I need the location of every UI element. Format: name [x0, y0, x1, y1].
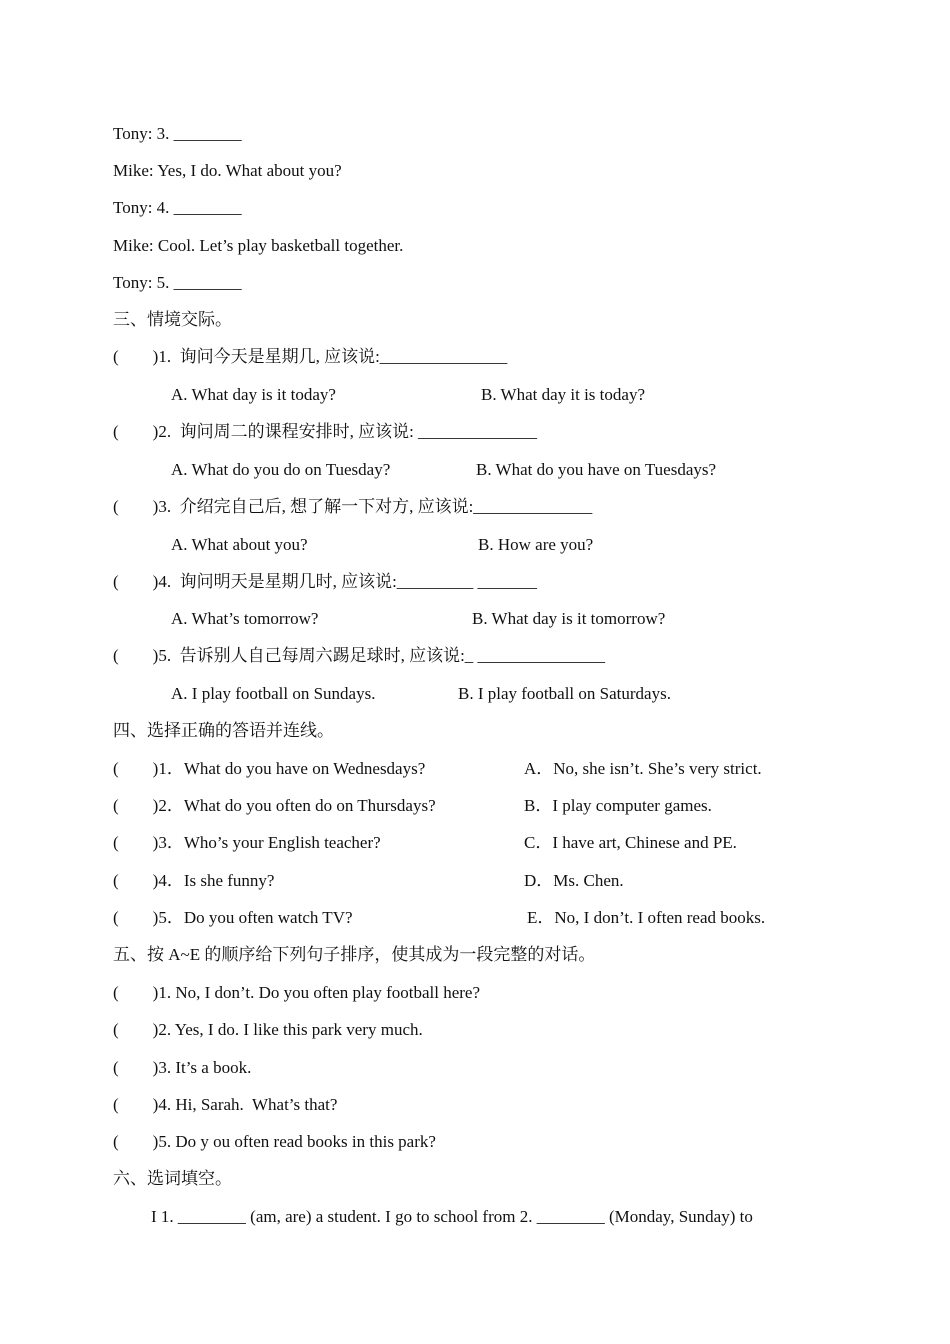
option-b: B. What day it is today? — [481, 385, 645, 404]
option-b: B. What day is it tomorrow? — [472, 609, 666, 628]
match-answer: B．I play computer games. — [524, 796, 712, 815]
option-a: A. What’s tomorrow? — [171, 609, 319, 628]
match-question: ( )2．What do you often do on Thursdays? — [113, 796, 436, 815]
match-answer: D．Ms. Chen. — [524, 871, 624, 890]
dialogue-line: Tony: 4. ________ — [113, 198, 242, 217]
question-stem: ( )2. 询问周二的课程安排时, 应该说: ______________ — [113, 422, 538, 441]
dialogue-line: Mike: Yes, I do. What about you? — [113, 161, 342, 180]
fill-in-line: I 1. ________ (am, are) a student. I go to school from 2. ________ (Monday, Sunday) to — [151, 1207, 753, 1226]
dialogue-line: Tony: 5. ________ — [113, 273, 242, 292]
option-a: A. What do you do on Tuesday? — [171, 460, 391, 479]
match-answer: C．I have art, Chinese and PE. — [524, 833, 737, 852]
section-5-heading: 五、按 A~E 的顺序给下列句子排序，使其成为一段完整的对话。 — [113, 945, 596, 964]
order-item: ( )4. Hi, Sarah. What’s that? — [113, 1095, 338, 1114]
option-b: B. How are you? — [478, 535, 594, 554]
section-3-heading: 三、情境交际。 — [113, 310, 232, 329]
match-question: ( )1．What do you have on Wednesdays? — [113, 759, 426, 778]
order-item: ( )1. No, I don’t. Do you often play football here? — [113, 983, 480, 1002]
order-item: ( )2. Yes, I do. I like this park very much. — [113, 1020, 423, 1039]
match-answer: A．No, she isn’t. She’s very strict. — [524, 759, 762, 778]
match-question: ( )3．Who’s your English teacher? — [113, 833, 381, 852]
option-a: A. What day is it today? — [171, 385, 336, 404]
option-b: B. I play football on Saturdays. — [458, 684, 671, 703]
dialogue-line: Mike: Cool. Let’s play basketball together. — [113, 236, 404, 255]
match-question: ( )5．Do you often watch TV? — [113, 908, 353, 927]
option-a: A. What about you? — [171, 535, 308, 554]
section-6-heading: 六、选词填空。 — [113, 1169, 232, 1188]
question-stem: ( )5. 告诉别人自己每周六踢足球时, 应该说:_ _______________ — [113, 646, 606, 665]
question-stem: ( )3. 介绍完自己后, 想了解一下对方, 应该说:______________ — [113, 497, 593, 516]
option-b: B. What do you have on Tuesdays? — [476, 460, 717, 479]
question-stem: ( )4. 询问明天是星期几时, 应该说:_________ _______ — [113, 572, 538, 591]
question-stem: ( )1. 询问今天是星期几, 应该说:_______________ — [113, 347, 508, 366]
order-item: ( )3. It’s a book. — [113, 1058, 252, 1077]
order-item: ( )5. Do y ou often read books in this park? — [113, 1132, 436, 1151]
match-answer: E．No, I don’t. I often read books. — [527, 908, 766, 927]
match-question: ( )4．Is she funny? — [113, 871, 275, 890]
section-4-heading: 四、选择正确的答语并连线。 — [113, 721, 334, 740]
dialogue-line: Tony: 3. ________ — [113, 124, 242, 143]
option-a: A. I play football on Sundays. — [171, 684, 376, 703]
